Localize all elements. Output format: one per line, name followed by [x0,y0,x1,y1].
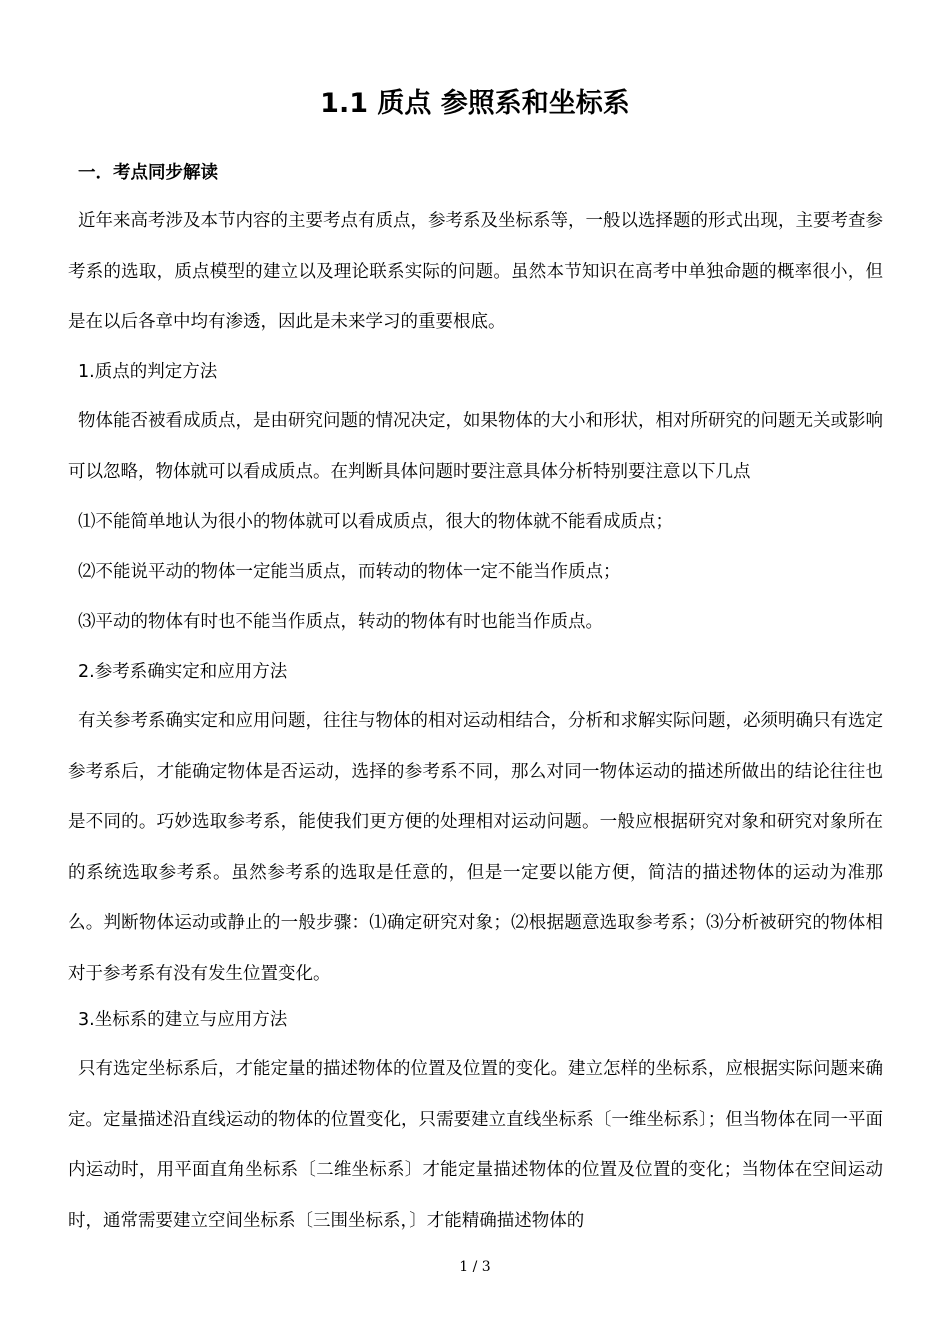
reference-frame-paragraph: 有关参考系确实定和应用问题，往往与物体的相对运动相结合，分析和求解实际问题，必须明确只有选定参考系后，才能确定物体是否运动，选择的参考系不同，那么对同一物体运动的描述所做出的结论往往也是不同的。巧妙选取参考系，能使我们更方便的处理相对运动问题。一般应根据研究对象和研究对象所在的系统选取参考系。虽然参考系的选取是任意的，但是一定要以能方便，简洁的描述物体的运动为准那么。判断物体运动或静止的一般步骤：⑴确定研究对象；⑵根据题意选取参考系；⑶分析被研究的物体相对于参考系有没有发生位置变化。 [68,711,883,984]
subheading-particle: 1.质点的判定方法 [78,362,218,382]
particle-paragraph: 物体能否被看成质点，是由研究问题的情况决定，如果物体的大小和形状，相对所研究的问题无关或影响可以忽略，物体就可以看成质点。在判断具体问题时要注意具体分析特别要注意以下几点 [68,411,883,482]
section-heading: 一．考点同步解读 [78,163,218,183]
list-item: ⑵不能说平动的物体一定能当质点，而转动的物体一定不能当作质点； [78,562,621,582]
page-title: 1.1 质点 参照系和坐标系 [320,88,630,119]
list-item: ⑶平动的物体有时也不能当作质点，转动的物体有时也能当作质点。 [78,612,603,632]
subheading-coordinate-system: 3.坐标系的建立与应用方法 [78,1010,288,1030]
subheading-reference-frame: 2.参考系确实定和应用方法 [78,662,288,682]
page-number: 1 / 3 [459,1259,491,1275]
intro-paragraph: 近年来高考涉及本节内容的主要考点有质点，参考系及坐标系等，一般以选择题的形式出现，主要考查参考系的选取，质点模型的建立以及理论联系实际的问题。虽然本节知识在高考中单独命题的概率很小，但是在以后各章中均有渗透，因此是未来学习的重要根底。 [68,211,883,332]
coordinate-paragraph: 只有选定坐标系后，才能定量的描述物体的位置及位置的变化。建立怎样的坐标系，应根据实际问题来确定。定量描述沿直线运动的物体的位置变化，只需要建立直线坐标系〔一维坐标系〕；但当物体在同一平面内运动时，用平面直角坐标系〔二维坐标系〕才能定量描述物体的位置及位置的变化；当物体在空间运动时，通常需要建立空间坐标系〔三围坐标系，〕才能精确描述物体的 [68,1059,883,1231]
list-item: ⑴不能简单地认为很小的物体就可以看成质点，很大的物体就不能看成质点； [78,512,673,532]
